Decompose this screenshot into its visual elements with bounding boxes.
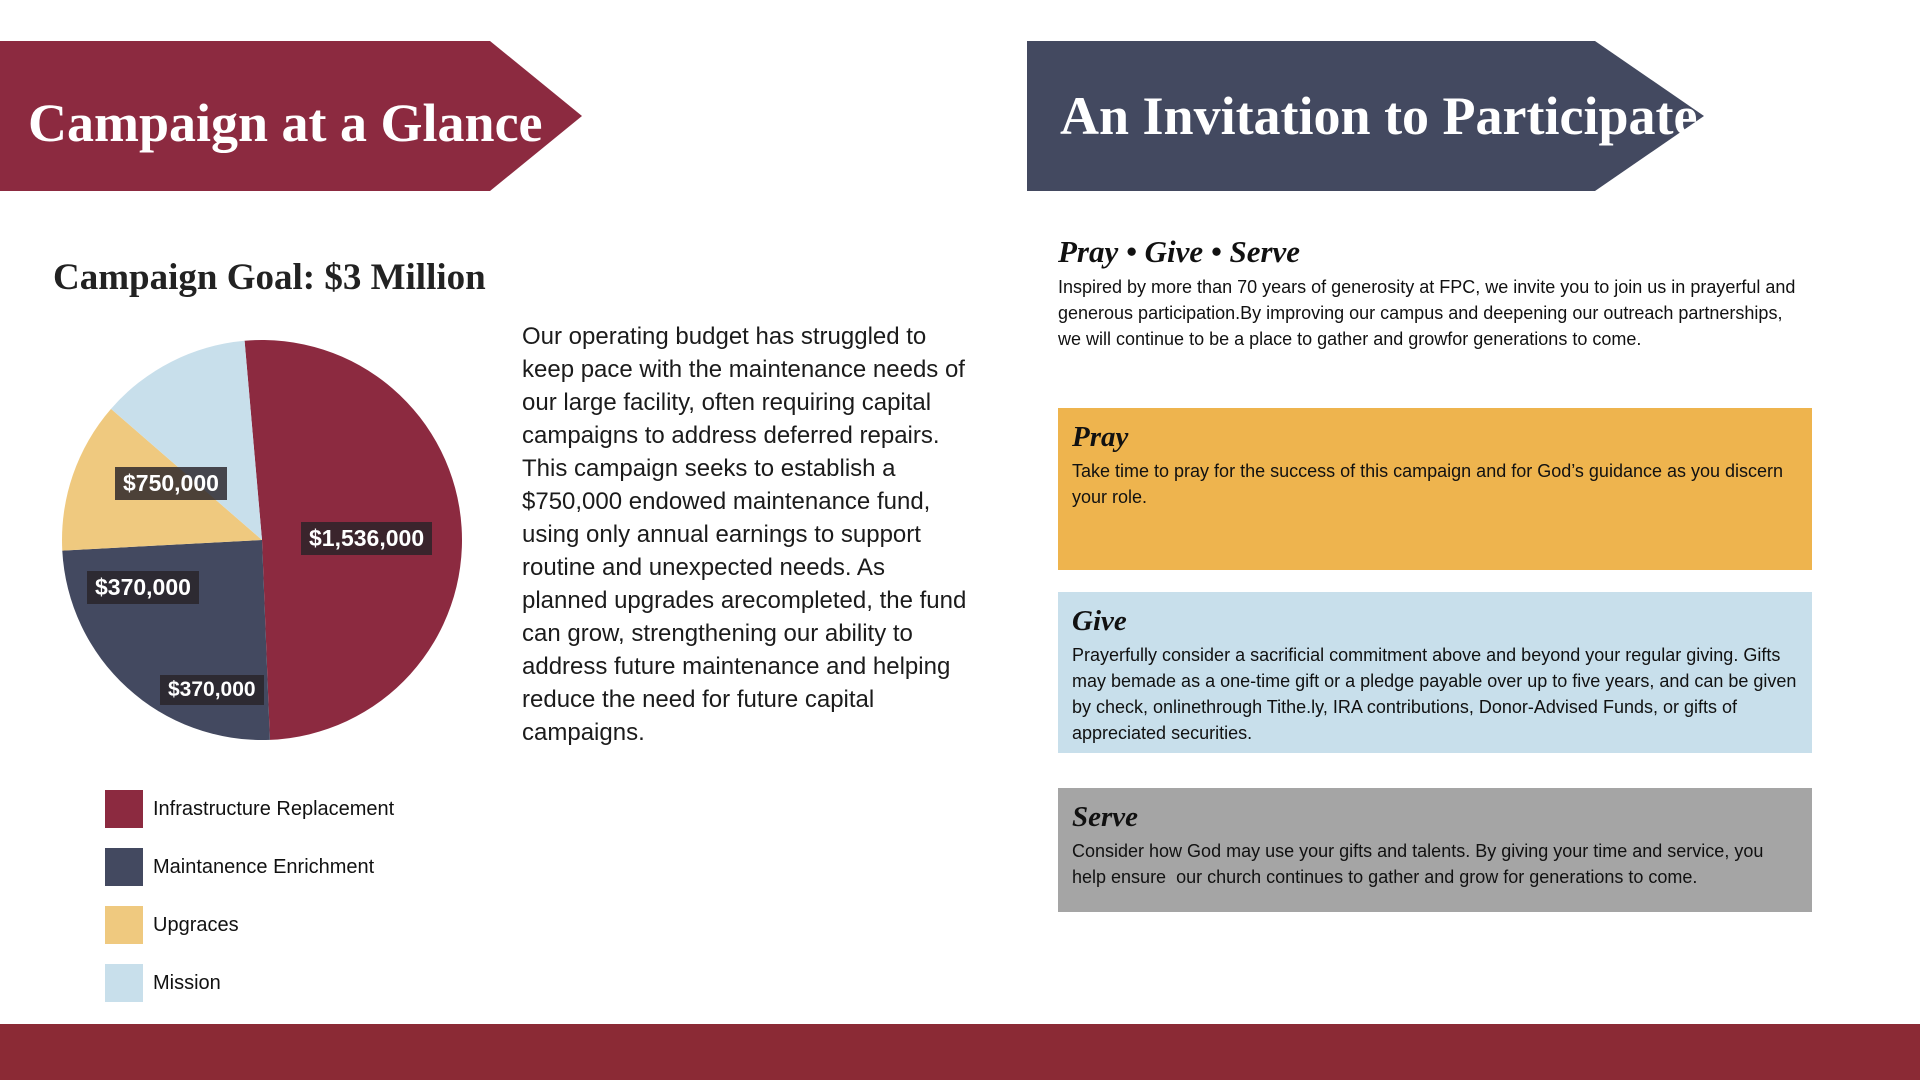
pray-card — [1058, 408, 1812, 570]
legend-swatch — [105, 848, 143, 886]
legend-item — [105, 848, 374, 886]
banner-title: An Invitation to Participate — [1060, 86, 1698, 146]
footer-bar — [0, 1024, 1920, 1080]
campaign-description: Our operating budget has struggled to keep pace with the maintenance needs of our large facility, often requiring capital campaigns to address deferred repairs. This campaign seeks to establish a $750,000 endowed maintenance fund, using only annual earnings to support routine and unexpected needs. As planned upgrades arecompleted, the fund can grow, strengthening our ability to address future maintenance and helping reduce the need for future capital campaigns. — [522, 323, 967, 746]
legend-label: Upgraces — [153, 913, 239, 936]
campaign-banner — [0, 41, 582, 191]
legend-item — [105, 906, 239, 944]
card-title: Pray — [1072, 421, 1129, 453]
legend-label: Mission — [153, 971, 221, 994]
legend-swatch — [105, 790, 143, 828]
legend-item — [105, 790, 394, 828]
card-text: Prayerfully consider a sacrificial commitment above and beyond your regular giving. Gifts may bemade as a one-time gift or a pledge payable over up to five years, and can be given by check, onlinethrough Tithe.ly, IRA contributions, Donor-Advised Funds, or gifts of appreciated securities. — [1072, 645, 1802, 743]
pie-data-label: $750,000 — [115, 467, 227, 500]
legend-label: Maintanence Enrichment — [153, 855, 375, 878]
card-title: Serve — [1072, 801, 1139, 833]
invitation-banner — [1027, 41, 1704, 191]
serve-card — [1058, 788, 1812, 912]
legend-swatch — [105, 906, 143, 944]
legend-swatch — [105, 964, 143, 1002]
pie-slice — [62, 540, 270, 740]
legend-item — [105, 964, 221, 1002]
pray-give-serve-heading: Pray • Give • Serve — [1058, 234, 1301, 269]
campaign-goal-heading: Campaign Goal: $3 Million — [53, 257, 486, 298]
card-text: Consider how God may use your gifts and talents. By giving your time and service, you help ensure our church continues to gather and grow for generations to come. — [1072, 841, 1769, 887]
banner-title: Campaign at a Glance — [28, 93, 543, 153]
pie-data-label: $370,000 — [87, 571, 199, 604]
invitation-intro: Inspired by more than 70 years of generosity at FPC, we invite you to join us in prayerful and generous participation.By improving our campus and deepening our outreach partnerships, we will continue to be a place to gather and growfor generations to come. — [1058, 277, 1796, 349]
legend-label: Infrastructure Replacement — [153, 797, 395, 820]
pie-data-label: $1,536,000 — [301, 522, 432, 555]
card-text: Take time to pray for the success of this campaign and for God’s guidance as you discern your role. — [1072, 461, 1789, 507]
pie-data-label: $370,000 — [160, 675, 264, 705]
card-title: Give — [1072, 605, 1127, 637]
give-card — [1058, 592, 1812, 753]
